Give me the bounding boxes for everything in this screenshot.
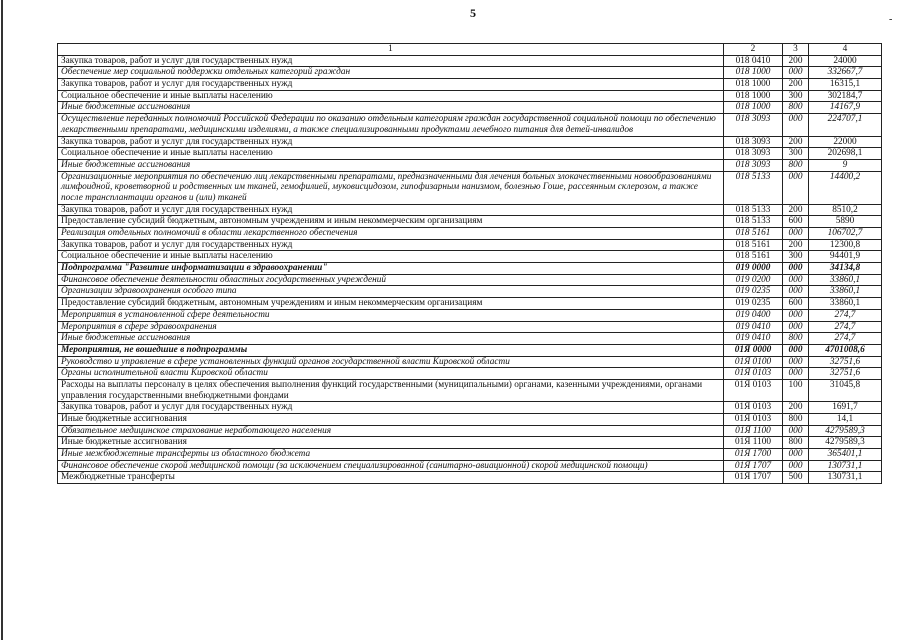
- row-amount-cell: 365401,1: [809, 449, 882, 461]
- row-code-cell: 01Я 1707: [724, 460, 783, 472]
- row-amount-cell: 12300,8: [809, 239, 882, 251]
- row-amount-cell: 22000: [809, 136, 882, 148]
- row-amount-cell: 14167,9: [809, 102, 882, 114]
- table-row: [58, 171, 882, 204]
- row-type-cell: 000: [783, 344, 809, 356]
- row-name-cell: Обязательное медицинское страхование неработающего населения: [58, 425, 724, 437]
- row-amount-cell: 32751,6: [809, 368, 882, 380]
- row-name-cell: Реализация отдельных полномочий в области лекарственного обеспечения: [58, 228, 724, 240]
- row-code-cell: 018 1000: [724, 102, 783, 114]
- table-row: [58, 309, 882, 321]
- row-name-cell: Закупка товаров, работ и услуг для государственных нужд: [58, 55, 724, 67]
- row-code-cell: 019 0410: [724, 333, 783, 345]
- table-row: [58, 216, 882, 228]
- row-amount-cell: 5890: [809, 216, 882, 228]
- row-type-cell: 000: [783, 67, 809, 79]
- row-name-cell: Финансовое обеспечение скорой медицинской помощи (за исключением специализированной (санитарно-авиационной) скорой медицинской помощи): [58, 460, 724, 472]
- row-type-cell: 000: [783, 309, 809, 321]
- table-row: [58, 136, 882, 148]
- row-amount-cell: 31045,8: [809, 379, 882, 401]
- row-type-cell: 000: [783, 460, 809, 472]
- row-type-cell: 800: [783, 333, 809, 345]
- row-amount-cell: 332667,7: [809, 67, 882, 79]
- row-name-cell: Иные бюджетные ассигнования: [58, 102, 724, 114]
- row-type-cell: 300: [783, 90, 809, 102]
- margin-mark: -: [889, 14, 893, 25]
- table-row: [58, 67, 882, 79]
- header-cell-name: 1: [58, 44, 724, 56]
- row-name-cell: Иные бюджетные ассигнования: [58, 414, 724, 426]
- row-type-cell: 000: [783, 321, 809, 333]
- row-amount-cell: 4279589,3: [809, 425, 882, 437]
- row-amount-cell: 202698,1: [809, 148, 882, 160]
- row-code-cell: 019 0235: [724, 286, 783, 298]
- row-name-cell: Закупка товаров, работ и услуг для государственных нужд: [58, 204, 724, 216]
- row-code-cell: 018 5133: [724, 216, 783, 228]
- budget-table: [57, 43, 882, 484]
- row-amount-cell: 274,7: [809, 321, 882, 333]
- table-row: [58, 228, 882, 240]
- row-code-cell: 01Я 0103: [724, 414, 783, 426]
- row-code-cell: 01Я 0103: [724, 379, 783, 401]
- page-left-edge: [1, 0, 3, 640]
- row-code-cell: 018 5133: [724, 204, 783, 216]
- row-amount-cell: 1691,7: [809, 402, 882, 414]
- page-number: 5: [470, 6, 476, 20]
- table-row: [58, 239, 882, 251]
- row-amount-cell: 130731,1: [809, 472, 882, 484]
- table-row: [58, 286, 882, 298]
- row-type-cell: 100: [783, 379, 809, 401]
- row-amount-cell: 33860,1: [809, 274, 882, 286]
- table-row: [58, 102, 882, 114]
- row-name-cell: Осуществление переданных полномочий Российской Федерации по оказанию отдельным категориям граждан государственной социальной помощи по обеспечению лекарственными препаратами, медицинскими изделиями, а также специализированными продуктами лечебного питания для детей-инвалидов: [58, 114, 724, 136]
- row-amount-cell: 94401,9: [809, 251, 882, 263]
- row-code-cell: 018 3093: [724, 159, 783, 171]
- row-code-cell: 018 0410: [724, 55, 783, 67]
- table-row: [58, 449, 882, 461]
- row-name-cell: Организации здравоохранения особого типа: [58, 286, 724, 298]
- table-row: [58, 79, 882, 91]
- row-code-cell: 018 3093: [724, 148, 783, 160]
- row-type-cell: 200: [783, 239, 809, 251]
- row-type-cell: 600: [783, 216, 809, 228]
- row-type-cell: 800: [783, 159, 809, 171]
- row-amount-cell: 14400,2: [809, 171, 882, 204]
- table-row: [58, 368, 882, 380]
- table-row: [58, 114, 882, 136]
- table-body: [58, 55, 882, 483]
- row-name-cell: Социальное обеспечение и иные выплаты населению: [58, 90, 724, 102]
- header-cell-code: 2: [724, 44, 783, 56]
- row-name-cell: Закупка товаров, работ и услуг для государственных нужд: [58, 402, 724, 414]
- table-row: [58, 204, 882, 216]
- row-code-cell: 01Я 1100: [724, 425, 783, 437]
- row-amount-cell: 32751,6: [809, 356, 882, 368]
- row-type-cell: 000: [783, 171, 809, 204]
- row-type-cell: 200: [783, 204, 809, 216]
- row-type-cell: 000: [783, 425, 809, 437]
- row-code-cell: 018 5161: [724, 228, 783, 240]
- table-row: [58, 55, 882, 67]
- row-amount-cell: 274,7: [809, 309, 882, 321]
- row-amount-cell: 224707,1: [809, 114, 882, 136]
- table-row: [58, 356, 882, 368]
- row-code-cell: 018 5161: [724, 251, 783, 263]
- row-amount-cell: 4279589,3: [809, 437, 882, 449]
- table-row: [58, 425, 882, 437]
- row-code-cell: 018 3093: [724, 136, 783, 148]
- row-name-cell: Закупка товаров, работ и услуг для государственных нужд: [58, 79, 724, 91]
- table-row: [58, 414, 882, 426]
- row-code-cell: 018 1000: [724, 90, 783, 102]
- row-code-cell: 01Я 0100: [724, 356, 783, 368]
- row-code-cell: 019 0400: [724, 309, 783, 321]
- row-type-cell: 000: [783, 274, 809, 286]
- row-amount-cell: 24000: [809, 55, 882, 67]
- row-type-cell: 200: [783, 402, 809, 414]
- row-name-cell: Иные бюджетные ассигнования: [58, 437, 724, 449]
- row-amount-cell: 8510,2: [809, 204, 882, 216]
- row-type-cell: 800: [783, 437, 809, 449]
- row-name-cell: Мероприятия в сфере здравоохранения: [58, 321, 724, 333]
- row-name-cell: Обеспечение мер социальной поддержки отдельных категорий граждан: [58, 67, 724, 79]
- table-row: [58, 321, 882, 333]
- table-row: [58, 460, 882, 472]
- row-name-cell: Руководство и управление в сфере установленных функций органов государственной власти Кировской области: [58, 356, 724, 368]
- table-row: [58, 472, 882, 484]
- row-name-cell: Организационные мероприятия по обеспечению лиц лекарственными препаратами, предназначенными для лечения больных злокачественными новообразованиями лимфоидной, кроветворной и родственных им тканей, гемофилией, муковисцидозом, гипофизарным нанизмом, болезнью Гоше, рассеянным склерозом, а также после трансплантации органов и (или) тканей: [58, 171, 724, 204]
- row-type-cell: 300: [783, 148, 809, 160]
- row-code-cell: 018 1000: [724, 79, 783, 91]
- row-type-cell: 000: [783, 449, 809, 461]
- table-row: [58, 402, 882, 414]
- row-name-cell: Социальное обеспечение и иные выплаты населению: [58, 251, 724, 263]
- table-row: [58, 148, 882, 160]
- row-name-cell: Предоставление субсидий бюджетным, автономным учреждениям и иным некоммерческим организациям: [58, 298, 724, 310]
- row-name-cell: Закупка товаров, работ и услуг для государственных нужд: [58, 136, 724, 148]
- table-row: [58, 298, 882, 310]
- row-type-cell: 200: [783, 79, 809, 91]
- row-code-cell: 01Я 0000: [724, 344, 783, 356]
- row-amount-cell: 106702,7: [809, 228, 882, 240]
- row-name-cell: Органы исполнительной власти Кировской области: [58, 368, 724, 380]
- row-code-cell: 01Я 0103: [724, 402, 783, 414]
- row-type-cell: 500: [783, 472, 809, 484]
- row-name-cell: Закупка товаров, работ и услуг для государственных нужд: [58, 239, 724, 251]
- row-code-cell: 019 0000: [724, 263, 783, 275]
- row-name-cell: Мероприятия в установленной сфере деятельности: [58, 309, 724, 321]
- table-row: [58, 379, 882, 401]
- row-name-cell: Иные межбюджетные трансферты из областного бюджета: [58, 449, 724, 461]
- row-amount-cell: 16315,1: [809, 79, 882, 91]
- header-cell-amount: 4: [809, 44, 882, 56]
- row-amount-cell: 4701008,6: [809, 344, 882, 356]
- row-code-cell: 01Я 1707: [724, 472, 783, 484]
- row-code-cell: 018 1000: [724, 67, 783, 79]
- row-type-cell: 000: [783, 368, 809, 380]
- row-code-cell: 01Я 1700: [724, 449, 783, 461]
- table-row: [58, 437, 882, 449]
- row-code-cell: 018 5133: [724, 171, 783, 204]
- row-type-cell: 800: [783, 414, 809, 426]
- table-row: [58, 90, 882, 102]
- row-type-cell: 200: [783, 136, 809, 148]
- row-type-cell: 200: [783, 55, 809, 67]
- table-header-row: [58, 44, 882, 56]
- row-code-cell: 018 3093: [724, 114, 783, 136]
- row-type-cell: 000: [783, 263, 809, 275]
- row-name-cell: Социальное обеспечение и иные выплаты населению: [58, 148, 724, 160]
- row-code-cell: 019 0235: [724, 298, 783, 310]
- row-type-cell: 600: [783, 298, 809, 310]
- row-type-cell: 000: [783, 114, 809, 136]
- table-row: [58, 274, 882, 286]
- row-code-cell: 018 5161: [724, 239, 783, 251]
- row-name-cell: Иные бюджетные ассигнования: [58, 333, 724, 345]
- row-code-cell: 019 0410: [724, 321, 783, 333]
- row-name-cell: Подпрограмма "Развитие информатизации в здравоохранении": [58, 263, 724, 275]
- row-type-cell: 000: [783, 356, 809, 368]
- header-cell-type: 3: [783, 44, 809, 56]
- table-row: [58, 344, 882, 356]
- table-row: [58, 333, 882, 345]
- row-name-cell: Иные бюджетные ассигнования: [58, 159, 724, 171]
- table-row: [58, 263, 882, 275]
- row-name-cell: Предоставление субсидий бюджетным, автономным учреждениям и иным некоммерческим организациям: [58, 216, 724, 228]
- row-name-cell: Расходы на выплаты персоналу в целях обеспечения выполнения функций государственными (муниципальными) органами, казенными учреждениями, органами управления государственными внебюджетными фондами: [58, 379, 724, 401]
- row-amount-cell: 302184,7: [809, 90, 882, 102]
- table-row: [58, 159, 882, 171]
- row-code-cell: 019 0200: [724, 274, 783, 286]
- row-type-cell: 300: [783, 251, 809, 263]
- row-name-cell: Межбюджетные трансферты: [58, 472, 724, 484]
- row-amount-cell: 33860,1: [809, 298, 882, 310]
- row-code-cell: 01Я 1100: [724, 437, 783, 449]
- row-type-cell: 000: [783, 286, 809, 298]
- row-type-cell: 800: [783, 102, 809, 114]
- row-amount-cell: 130731,1: [809, 460, 882, 472]
- row-code-cell: 01Я 0103: [724, 368, 783, 380]
- row-type-cell: 000: [783, 228, 809, 240]
- row-name-cell: Финансовое обеспечение деятельности областных государственных учреждений: [58, 274, 724, 286]
- row-amount-cell: 14,1: [809, 414, 882, 426]
- table-row: [58, 251, 882, 263]
- row-amount-cell: 33860,1: [809, 286, 882, 298]
- row-amount-cell: 9: [809, 159, 882, 171]
- row-amount-cell: 274,7: [809, 333, 882, 345]
- row-amount-cell: 34134,8: [809, 263, 882, 275]
- row-name-cell: Мероприятия, не вошедшие в подпрограммы: [58, 344, 724, 356]
